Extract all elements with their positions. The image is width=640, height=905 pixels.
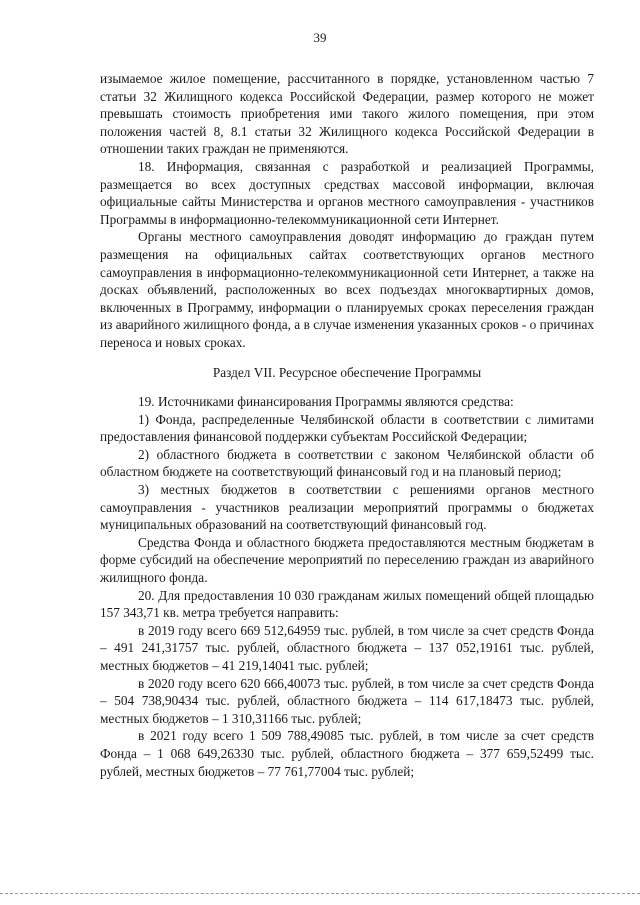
section-heading: Раздел VII. Ресурсное обеспечение Программы	[212, 364, 482, 380]
list-item-fund: 1) Фонда, распределенные Челябинской области в соответствии с лимитами предоставления финансовой поддержки субъектам Российской Федерации;	[100, 411, 594, 445]
paragraph-subsidies: Средства Фонда и областного бюджета предоставляются местным бюджетам в форме субсидий на обеспечение мероприятий по переселению граждан из аварийного жилищного фонда.	[100, 534, 594, 586]
funding-2020: в 2020 году всего 620 666,40073 тыс. рублей, в том числе за счет средств Фонда – 504 738,90434 тыс. рублей, областного бюджета – 114 617,18473 тыс. рублей, местных бюджетов – 1 310,31166 тыс. рублей;	[100, 675, 594, 726]
paragraph-18-information: 18. Информация, связанная с разработкой и реализацией Программы, размещается во всех доступных средствах массовой информации, включая официальные сайты Министерства и органов местного самоуправления - участников Программы в информационно-телекоммуникационной сети Интернет.	[100, 158, 594, 227]
funding-2021: в 2021 году всего 1 509 788,49085 тыс. рублей, в том числе за счет средств Фонда – 1 068 649,26330 тыс. рублей, областного бюджета – 377 659,52499 тыс. рублей, местных бюджетов – 77 761,77004 тыс. рублей;	[100, 728, 594, 779]
paragraph-p1-continuation: изымаемое жилое помещение, рассчитанного в порядке, установленном частью 7 статьи 32 Жилищного кодекса Российской Федерации, размер которого не может превышать стоимость приобретения ими такого жилого помещения, при этом положения частей 8, 8.1 статьи 32 Жилищного кодекса Российской Федерации в отношении таких граждан не применяются.	[100, 71, 594, 157]
paragraph-19-sources: 19. Источниками финансирования Программы являются средства:	[138, 394, 514, 410]
scan-edge-line	[0, 893, 640, 894]
paragraph-local-government-info: Органы местного самоуправления доводят информацию до граждан путем размещения на официальных сайтах соответствующих органов местного самоуправления в информационно-телекоммуникационной сети Интернет, а также на досках объявлений, расположенных во всех подъездах многоквартирных домов, включенных в Программу, информации о планируемых сроках переселения граждан из аварийного жилищного фонда, а в случае изменения указанных сроков - о причинах переноса и новых сроках.	[100, 229, 594, 350]
paragraph-20-funding: 20. Для предоставления 10 030 гражданам жилых помещений общей площадью 157 343,71 кв. метра требуется направить:	[100, 587, 594, 621]
funding-2019: в 2019 году всего 669 512,64959 тыс. рублей, в том числе за счет средств Фонда – 491 241,31757 тыс. рублей, областного бюджета – 137 052,19161 тыс. рублей, местных бюджетов – 41 219,14041 тыс. рублей;	[100, 622, 594, 673]
page-number: 39	[313, 30, 327, 45]
document-body	[100, 70, 594, 780]
list-item-local-budgets: 3) местных бюджетов в соответствии с решениями органов местного самоуправления - участников реализации мероприятий программы о бюджетах муниципальных образований на соответствующий финансовый год.	[100, 482, 594, 533]
list-item-regional-budget: 2) областного бюджета в соответствии с законом Челябинской области об областном бюджете на соответствующий финансовый год и на плановый период;	[100, 446, 594, 480]
